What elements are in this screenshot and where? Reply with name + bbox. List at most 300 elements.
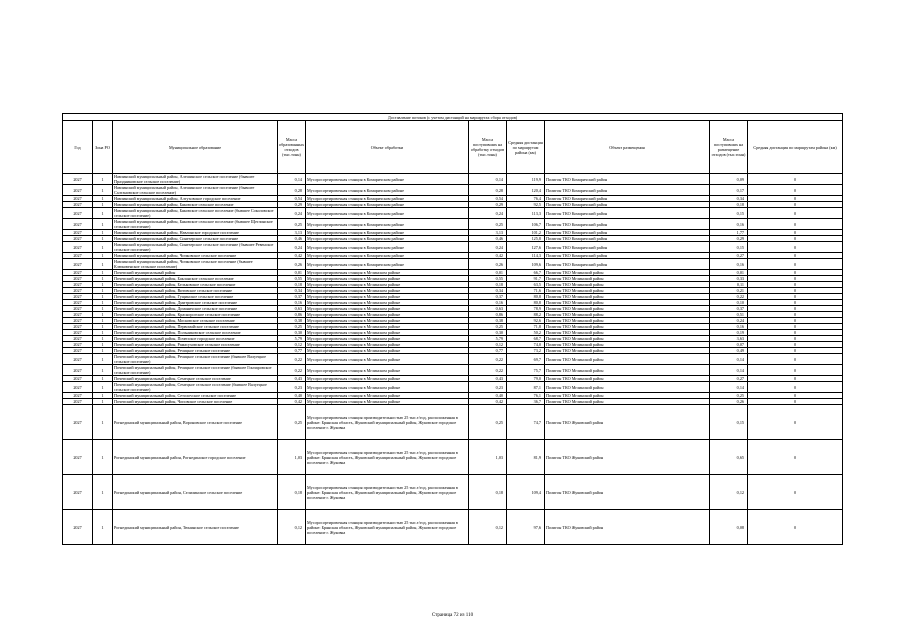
- cell-avg-distance-disposal: 0: [748, 294, 843, 300]
- cell-avg-distance-disposal: 0: [748, 318, 843, 324]
- cell-mass-generated: 0,54: [278, 196, 306, 202]
- cell-zone: 1: [93, 399, 113, 405]
- table-row: [63, 208, 843, 219]
- cell-zone: 1: [93, 365, 113, 376]
- cell-mass-to-processing: 0,14: [469, 174, 507, 185]
- cell-processing-object: Мусоросортировочная станция в Комаричском районе: [306, 259, 469, 270]
- cell-disposal-object: Полигон ТКО Мглинский район: [545, 294, 710, 300]
- cell-mass-to-disposal: 0,24: [710, 318, 748, 324]
- cell-mass-to-processing: 1,03: [469, 440, 507, 475]
- cell-mass-to-processing: 0,01: [469, 270, 507, 276]
- cell-avg-distance-route: 36,7: [507, 399, 545, 405]
- cell-year: 2027: [63, 174, 93, 185]
- cell-mass-to-processing: 0,46: [469, 236, 507, 242]
- cell-avg-distance-disposal: 0: [748, 324, 843, 330]
- cell-zone: 1: [93, 276, 113, 282]
- cell-disposal-object: Полигон ТКО Комаричский район: [545, 259, 710, 270]
- cell-year: 2027: [63, 475, 93, 510]
- cell-zone: 1: [93, 208, 113, 219]
- cell-disposal-object: Полигон ТКО Жуковский район: [545, 510, 710, 545]
- cell-disposal-object: Полигон ТКО Комаричский район: [545, 202, 710, 208]
- cell-processing-object: Мусоросортировочная станция в Мглинском районе: [306, 318, 469, 324]
- cell-mass-to-processing: 0,24: [469, 208, 507, 219]
- cell-zone: 1: [93, 382, 113, 393]
- cell-mass-to-processing: 0,29: [469, 202, 507, 208]
- cell-avg-distance-disposal: 0: [748, 354, 843, 365]
- cell-mass-generated: 0,18: [278, 282, 306, 288]
- cell-zone: 1: [93, 312, 113, 318]
- cell-municipality: Почепский муниципальный район, Рамасуховское сельское поселение: [113, 342, 278, 348]
- cell-municipality: Почепский муниципальный район, Московское сельское поселение: [113, 318, 278, 324]
- cell-processing-object: Мусоросортировочная станция в Мглинском районе: [306, 365, 469, 376]
- cell-avg-distance-disposal: 0: [748, 219, 843, 230]
- cell-year: 2027: [63, 440, 93, 475]
- cell-mass-to-disposal: 0,01: [710, 270, 748, 276]
- cell-year: 2027: [63, 276, 93, 282]
- cell-avg-distance-disposal: 0: [748, 174, 843, 185]
- cell-avg-distance-disposal: 0: [748, 365, 843, 376]
- cell-year: 2027: [63, 312, 93, 318]
- cell-disposal-object: Полигон ТКО Мглинский район: [545, 276, 710, 282]
- cell-zone: 1: [93, 282, 113, 288]
- cell-mass-to-disposal: 0,19: [710, 330, 748, 336]
- cell-mass-to-disposal: 0,14: [710, 365, 748, 376]
- cell-mass-to-disposal: 0,17: [710, 185, 748, 196]
- cell-mass-to-processing: 0,28: [469, 185, 507, 196]
- cell-avg-distance-route: 74,0: [507, 342, 545, 348]
- cell-zone: 1: [93, 475, 113, 510]
- table-row: [63, 174, 843, 185]
- cell-zone: 1: [93, 318, 113, 324]
- cell-mass-generated: 0,34: [278, 288, 306, 294]
- cell-zone: 1: [93, 259, 113, 270]
- cell-processing-object: Мусоросортировочная станция в Мглинском районе: [306, 276, 469, 282]
- cell-mass-generated: 0,25: [278, 405, 306, 440]
- cell-zone: 1: [93, 294, 113, 300]
- cell-mass-to-disposal: 0,29: [710, 236, 748, 242]
- cell-avg-distance-disposal: 0: [748, 259, 843, 270]
- cell-avg-distance-route: 71,6: [507, 288, 545, 294]
- cell-mass-to-disposal: 0,15: [710, 405, 748, 440]
- cell-mass-to-processing: 0,30: [469, 330, 507, 336]
- cell-mass-to-processing: 0,54: [469, 196, 507, 202]
- cell-mass-to-processing: 0,63: [469, 306, 507, 312]
- cell-disposal-object: Полигон ТКО Мглинский район: [545, 306, 710, 312]
- cell-disposal-object: Полигон ТКО Мглинский район: [545, 318, 710, 324]
- cell-avg-distance-route: 91,7: [507, 276, 545, 282]
- cell-mass-generated: 0,43: [278, 376, 306, 382]
- cell-avg-distance-route: 92,6: [507, 318, 545, 324]
- cell-mass-generated: 0,26: [278, 259, 306, 270]
- table-row: [63, 185, 843, 196]
- cell-mass-generated: 0,63: [278, 306, 306, 312]
- table-row: [63, 365, 843, 376]
- header-mass-to-disposal: Масса поступивших на размещение отходов (тыс.тонн): [710, 121, 748, 174]
- table-row: [63, 354, 843, 365]
- cell-avg-distance-route: 125,8: [507, 236, 545, 242]
- cell-mass-generated: 0,30: [278, 330, 306, 336]
- cell-municipality: Почепский муниципальный район, Речицкое сельское поселение (бывшее Валуецкое сельское поселение): [113, 354, 278, 365]
- cell-year: 2027: [63, 399, 93, 405]
- cell-mass-generated: 0,12: [278, 342, 306, 348]
- cell-processing-object: Мусоросортировочная станция в Мглинском районе: [306, 342, 469, 348]
- cell-processing-object: Мусоросортировочная станция в Комаричском районе: [306, 196, 469, 202]
- cell-processing-object: Мусоросортировочная станция в Мглинском районе: [306, 270, 469, 276]
- cell-mass-to-processing: 0,86: [469, 312, 507, 318]
- cell-disposal-object: Полигон ТКО Жуковский район: [545, 405, 710, 440]
- cell-processing-object: Мусоросортировочная станция в Комаричском районе: [306, 185, 469, 196]
- cell-mass-generated: 0,37: [278, 294, 306, 300]
- cell-avg-distance-disposal: 0: [748, 202, 843, 208]
- cell-year: 2027: [63, 236, 93, 242]
- cell-year: 2027: [63, 185, 93, 196]
- cell-processing-object: Мусоросортировочная станция в Мглинском районе: [306, 376, 469, 382]
- cell-mass-generated: 0,01: [278, 270, 306, 276]
- cell-processing-object: Мусоросортировочная станция в Комаричском районе: [306, 219, 469, 230]
- cell-mass-to-processing: 0,25: [469, 219, 507, 230]
- cell-year: 2027: [63, 324, 93, 330]
- cell-year: 2027: [63, 365, 93, 376]
- cell-mass-generated: 0,22: [278, 365, 306, 376]
- cell-year: 2027: [63, 288, 93, 294]
- cell-disposal-object: Полигон ТКО Жуковский район: [545, 440, 710, 475]
- cell-disposal-object: Полигон ТКО Мглинский район: [545, 348, 710, 354]
- cell-mass-to-processing: 0,12: [469, 342, 507, 348]
- cell-municipality: Навлинский муниципальный район, Чичковское сельское поселение (бывшее Клюковенское сельское поселение): [113, 259, 278, 270]
- cell-disposal-object: Полигон ТКО Мглинский район: [545, 393, 710, 399]
- cell-municipality: Почепский муниципальный район, Краснорогское сельское поселение: [113, 312, 278, 318]
- cell-avg-distance-disposal: 0: [748, 208, 843, 219]
- cell-avg-distance-disposal: 0: [748, 342, 843, 348]
- cell-municipality: Рогнединский муниципальный район, Селилинское сельское поселение: [113, 475, 278, 510]
- cell-disposal-object: Полигон ТКО Мглинский район: [545, 354, 710, 365]
- cell-mass-to-processing: 0,22: [469, 354, 507, 365]
- cell-processing-object: Мусоросортировочная станция в Комаричском районе: [306, 236, 469, 242]
- cell-zone: 1: [93, 196, 113, 202]
- cell-mass-to-processing: 0,77: [469, 348, 507, 354]
- cell-mass-generated: 3,13: [278, 230, 306, 236]
- cell-mass-generated: 0,18: [278, 475, 306, 510]
- cell-mass-to-processing: 0,16: [469, 300, 507, 306]
- cell-municipality: Почепский муниципальный район, Семецкое сельское поселение: [113, 376, 278, 382]
- cell-avg-distance-disposal: 0: [748, 306, 843, 312]
- cell-processing-object: Мусоросортировочная станция в Мглинском районе: [306, 393, 469, 399]
- header-mass-to-processing: Масса поступивших на обработку отходов (тыс.тонн): [469, 121, 507, 174]
- cell-year: 2027: [63, 300, 93, 306]
- cell-mass-to-disposal: 0,16: [710, 324, 748, 330]
- cell-processing-object: Мусоросортировочная станция в Мглинском районе: [306, 348, 469, 354]
- table-row: [63, 242, 843, 253]
- cell-zone: 1: [93, 330, 113, 336]
- cell-municipality: Почепский муниципальный район, Бакланское сельское поселение: [113, 276, 278, 282]
- cell-disposal-object: Полигон ТКО Мглинский район: [545, 270, 710, 276]
- cell-mass-generated: 0,55: [278, 276, 306, 282]
- cell-zone: 1: [93, 405, 113, 440]
- header-year: Год: [63, 121, 93, 174]
- cell-zone: 1: [93, 324, 113, 330]
- cell-disposal-object: Полигон ТКО Комаричский район: [545, 185, 710, 196]
- cell-zone: 1: [93, 185, 113, 196]
- cell-avg-distance-route: 66,7: [507, 270, 545, 276]
- cell-mass-to-disposal: 0,33: [710, 276, 748, 282]
- cell-disposal-object: Полигон ТКО Комаричский район: [545, 208, 710, 219]
- cell-mass-to-disposal: 1,77: [710, 230, 748, 236]
- cell-avg-distance-disposal: 0: [748, 399, 843, 405]
- cell-zone: 1: [93, 230, 113, 236]
- cell-mass-generated: 0,86: [278, 312, 306, 318]
- cell-avg-distance-disposal: 0: [748, 382, 843, 393]
- cell-municipality: Почепский муниципальный район, Речицкое сельское поселение (бывшее Гончаровское сельское поселение): [113, 365, 278, 376]
- cell-mass-to-processing: 0,42: [469, 399, 507, 405]
- cell-mass-generated: 0,42: [278, 253, 306, 259]
- cell-municipality: Почепский муниципальный район, Бельковское сельское поселение: [113, 282, 278, 288]
- cell-avg-distance-route: 50,2: [507, 330, 545, 336]
- cell-mass-generated: 0,40: [278, 393, 306, 399]
- cell-mass-to-processing: 0,37: [469, 294, 507, 300]
- cell-mass-generated: 0,28: [278, 185, 306, 196]
- cell-avg-distance-route: 119,9: [507, 174, 545, 185]
- cell-mass-to-processing: 0,38: [469, 318, 507, 324]
- cell-year: 2027: [63, 306, 93, 312]
- waste-flow-table: [62, 113, 843, 545]
- cell-mass-to-disposal: 0,65: [710, 440, 748, 475]
- cell-disposal-object: Полигон ТКО Мглинский район: [545, 330, 710, 336]
- cell-year: 2027: [63, 354, 93, 365]
- cell-zone: 1: [93, 510, 113, 545]
- cell-mass-generated: 0,14: [278, 174, 306, 185]
- cell-zone: 1: [93, 440, 113, 475]
- cell-avg-distance-disposal: 0: [748, 185, 843, 196]
- cell-year: 2027: [63, 230, 93, 236]
- cell-municipality: Навлинский муниципальный район, Алешинское сельское поселение (бывшее Праздниковское сельское поселение): [113, 174, 278, 185]
- cell-avg-distance-disposal: 0: [748, 475, 843, 510]
- cell-avg-distance-disposal: 0: [748, 236, 843, 242]
- cell-municipality: Почепский муниципальный район, Почепское городское поселение: [113, 336, 278, 342]
- cell-mass-to-disposal: 0,34: [710, 196, 748, 202]
- cell-disposal-object: Полигон ТКО Комаричский район: [545, 196, 710, 202]
- cell-avg-distance-route: 75,7: [507, 365, 545, 376]
- cell-year: 2027: [63, 342, 93, 348]
- cell-avg-distance-disposal: 0: [748, 270, 843, 276]
- cell-year: 2027: [63, 510, 93, 545]
- cell-avg-distance-disposal: 0: [748, 405, 843, 440]
- cell-avg-distance-route: 92,5: [507, 202, 545, 208]
- header-processing-object: Объект обработки: [306, 121, 469, 174]
- cell-avg-distance-route: 80,8: [507, 294, 545, 300]
- cell-municipality: Почепский муниципальный район, Первомайское сельское поселение: [113, 324, 278, 330]
- cell-avg-distance-disposal: 0: [748, 393, 843, 399]
- cell-disposal-object: Полигон ТКО Мглинский район: [545, 288, 710, 294]
- cell-processing-object: Мусоросортировочная станция в Мглинском районе: [306, 312, 469, 318]
- cell-year: 2027: [63, 318, 93, 324]
- cell-mass-generated: 0,38: [278, 318, 306, 324]
- cell-zone: 1: [93, 236, 113, 242]
- cell-avg-distance-disposal: 0: [748, 312, 843, 318]
- cell-processing-object: Мусоросортировочная станция в Комаричском районе: [306, 230, 469, 236]
- cell-avg-distance-disposal: 0: [748, 288, 843, 294]
- cell-mass-to-disposal: 0,49: [710, 348, 748, 354]
- cell-municipality: Рогнединский муниципальный район, Вороновское сельское поселение: [113, 405, 278, 440]
- cell-year: 2027: [63, 242, 93, 253]
- cell-avg-distance-route: 76,4: [507, 196, 545, 202]
- cell-municipality: Почепский муниципальный район, Чоповское сельское поселение: [113, 399, 278, 405]
- cell-processing-object: Мусоросортировочная станция в Комаричском районе: [306, 242, 469, 253]
- cell-avg-distance-route: 71,8: [507, 324, 545, 330]
- cell-processing-object: Мусоросортировочная станция в Мглинском районе: [306, 306, 469, 312]
- cell-mass-to-disposal: 0,27: [710, 253, 748, 259]
- cell-disposal-object: Полигон ТКО Мглинский район: [545, 365, 710, 376]
- cell-mass-generated: 0,23: [278, 382, 306, 393]
- cell-mass-to-processing: 0,12: [469, 510, 507, 545]
- cell-mass-generated: 5,79: [278, 336, 306, 342]
- cell-mass-to-processing: 0,34: [469, 288, 507, 294]
- cell-zone: 1: [93, 270, 113, 276]
- cell-zone: 1: [93, 354, 113, 365]
- header-municipality: Муниципальное образование: [113, 121, 278, 174]
- cell-avg-distance-route: 109,6: [507, 259, 545, 270]
- cell-mass-generated: 0,46: [278, 236, 306, 242]
- cell-avg-distance-route: 81,9: [507, 440, 545, 475]
- cell-year: 2027: [63, 259, 93, 270]
- cell-mass-to-processing: 0,43: [469, 376, 507, 382]
- cell-zone: 1: [93, 202, 113, 208]
- table-row: [63, 219, 843, 230]
- cell-processing-object: Мусоросортировочная станция в Комаричском районе: [306, 202, 469, 208]
- cell-mass-to-disposal: 0,15: [710, 242, 748, 253]
- cell-processing-object: Мусоросортировочная станция в Мглинском районе: [306, 382, 469, 393]
- cell-year: 2027: [63, 336, 93, 342]
- cell-municipality: Почепский муниципальный район, Речицкое сельское поселение: [113, 348, 278, 354]
- cell-avg-distance-route: 63,5: [507, 282, 545, 288]
- cell-disposal-object: Полигон ТКО Жуковский район: [545, 475, 710, 510]
- cell-mass-to-disposal: 0,51: [710, 312, 748, 318]
- cell-zone: 1: [93, 348, 113, 354]
- cell-mass-to-processing: 0,25: [469, 324, 507, 330]
- cell-avg-distance-route: 106,7: [507, 219, 545, 230]
- cell-zone: 1: [93, 336, 113, 342]
- cell-avg-distance-disposal: 0: [748, 276, 843, 282]
- cell-municipality: Почепский муниципальный район, Семецкое сельское поселение (бывшее Валуецкое сельское поселение): [113, 382, 278, 393]
- cell-municipality: Навлинский муниципальный район, Алтуховское городское поселение: [113, 196, 278, 202]
- cell-zone: 1: [93, 174, 113, 185]
- cell-avg-distance-disposal: 0: [748, 230, 843, 236]
- cell-municipality: Почепский муниципальный район: [113, 270, 278, 276]
- cell-mass-to-disposal: 0,10: [710, 300, 748, 306]
- cell-zone: 1: [93, 342, 113, 348]
- cell-municipality: Почепский муниципальный район, Дмитровское сельское поселение: [113, 300, 278, 306]
- cell-year: 2027: [63, 294, 93, 300]
- cell-avg-distance-route: 113,3: [507, 208, 545, 219]
- cell-year: 2027: [63, 282, 93, 288]
- cell-processing-object: Мусоросортировочная станция в Мглинском районе: [306, 324, 469, 330]
- cell-processing-object: Мусоросортировочная станция в Мглинском районе: [306, 300, 469, 306]
- cell-mass-generated: 0,12: [278, 510, 306, 545]
- cell-mass-to-disposal: 3,63: [710, 336, 748, 342]
- cell-avg-distance-disposal: 0: [748, 300, 843, 306]
- cell-mass-generated: 0,22: [278, 354, 306, 365]
- cell-year: 2027: [63, 208, 93, 219]
- cell-disposal-object: Полигон ТКО Комаричский район: [545, 174, 710, 185]
- cell-municipality: Почепский муниципальный район, Витовское сельское поселение: [113, 288, 278, 294]
- cell-mass-to-disposal: 0,15: [710, 208, 748, 219]
- cell-zone: 1: [93, 306, 113, 312]
- cell-year: 2027: [63, 376, 93, 382]
- cell-mass-to-processing: 0,22: [469, 365, 507, 376]
- cell-year: 2027: [63, 393, 93, 399]
- cell-disposal-object: Полигон ТКО Мглинский район: [545, 336, 710, 342]
- table-row: [63, 405, 843, 440]
- cell-avg-distance-route: 68,7: [507, 336, 545, 342]
- cell-mass-generated: 0,77: [278, 348, 306, 354]
- cell-mass-to-disposal: 0,22: [710, 294, 748, 300]
- cell-processing-object: Мусоросортировочная станция в Комаричском районе: [306, 208, 469, 219]
- cell-disposal-object: Полигон ТКО Комаричский район: [545, 253, 710, 259]
- cell-mass-to-processing: 0,24: [469, 242, 507, 253]
- cell-municipality: Навлинский муниципальный район, Навлинское городское поселение: [113, 230, 278, 236]
- cell-processing-object: Мусоросортировочная станция в Мглинском районе: [306, 399, 469, 405]
- cell-mass-to-disposal: 0,21: [710, 288, 748, 294]
- cell-processing-object: Мусоросортировочная станция в Комаричском районе: [306, 174, 469, 185]
- cell-processing-object: Мусоросортировочная станция в Комаричском районе: [306, 253, 469, 259]
- cell-zone: 1: [93, 242, 113, 253]
- cell-disposal-object: Полигон ТКО Мглинский район: [545, 376, 710, 382]
- cell-mass-to-processing: 0,26: [469, 259, 507, 270]
- cell-municipality: Навлинский муниципальный район, Чичковское сельское поселение: [113, 253, 278, 259]
- cell-disposal-object: Полигон ТКО Комаричский район: [545, 219, 710, 230]
- cell-disposal-object: Полигон ТКО Комаричский район: [545, 242, 710, 253]
- cell-avg-distance-route: 69,7: [507, 354, 545, 365]
- cell-processing-object: Мусоросортировочная станция производительностью 25 тыс.т/год, расположенная в районе: Брянская область, Жуковский муниципальный район, Жуковское городское поселение г. Жуковка: [306, 510, 469, 545]
- cell-mass-generated: 0,24: [278, 242, 306, 253]
- cell-avg-distance-route: 79,0: [507, 376, 545, 382]
- cell-mass-to-processing: 0,55: [469, 276, 507, 282]
- cell-avg-distance-route: 74,7: [507, 405, 545, 440]
- cell-municipality: Почепский муниципальный район, Сетолovское сельское поселение: [113, 393, 278, 399]
- cell-avg-distance-disposal: 0: [748, 253, 843, 259]
- cell-year: 2027: [63, 330, 93, 336]
- cell-processing-object: Мусоросортировочная станция в Мглинском районе: [306, 336, 469, 342]
- cell-avg-distance-disposal: 0: [748, 348, 843, 354]
- cell-avg-distance-disposal: 0: [748, 196, 843, 202]
- cell-avg-distance-route: 101,2: [507, 230, 545, 236]
- cell-municipality: Навлинский муниципальный район, Алешинское сельское поселение (бывшее Салтановское сельское поселение): [113, 185, 278, 196]
- cell-municipality: Рогнединский муниципальный район, Тюнинское сельское поселение: [113, 510, 278, 545]
- table-body: [63, 174, 843, 545]
- header-zone: Зона РО: [93, 121, 113, 174]
- cell-mass-to-processing: 0,42: [469, 253, 507, 259]
- cell-mass-to-disposal: 0,16: [710, 259, 748, 270]
- cell-year: 2027: [63, 253, 93, 259]
- cell-year: 2027: [63, 348, 93, 354]
- cell-disposal-object: Полигон ТКО Мглинский район: [545, 312, 710, 318]
- cell-avg-distance-disposal: 0: [748, 336, 843, 342]
- cell-municipality: Почепский муниципальный район, Польниковское сельское поселение: [113, 330, 278, 336]
- cell-mass-to-disposal: 0,16: [710, 219, 748, 230]
- cell-year: 2027: [63, 219, 93, 230]
- header-mass-generated: Масса образованных отходов (тыс.тонн): [278, 121, 306, 174]
- cell-mass-to-processing: 0,18: [469, 475, 507, 510]
- cell-processing-object: Мусоросортировочная станция в Мглинском районе: [306, 282, 469, 288]
- cell-zone: 1: [93, 288, 113, 294]
- cell-mass-generated: 0,42: [278, 399, 306, 405]
- cell-avg-distance-route: 73,2: [507, 348, 545, 354]
- cell-disposal-object: Полигон ТКО Мглинский район: [545, 399, 710, 405]
- cell-disposal-object: Полигон ТКО Мглинский район: [545, 382, 710, 393]
- cell-zone: 1: [93, 393, 113, 399]
- table-row: [63, 510, 843, 545]
- cell-avg-distance-route: 87,1: [507, 382, 545, 393]
- cell-municipality: Почепский муниципальный район, Доманичское сельское поселение: [113, 306, 278, 312]
